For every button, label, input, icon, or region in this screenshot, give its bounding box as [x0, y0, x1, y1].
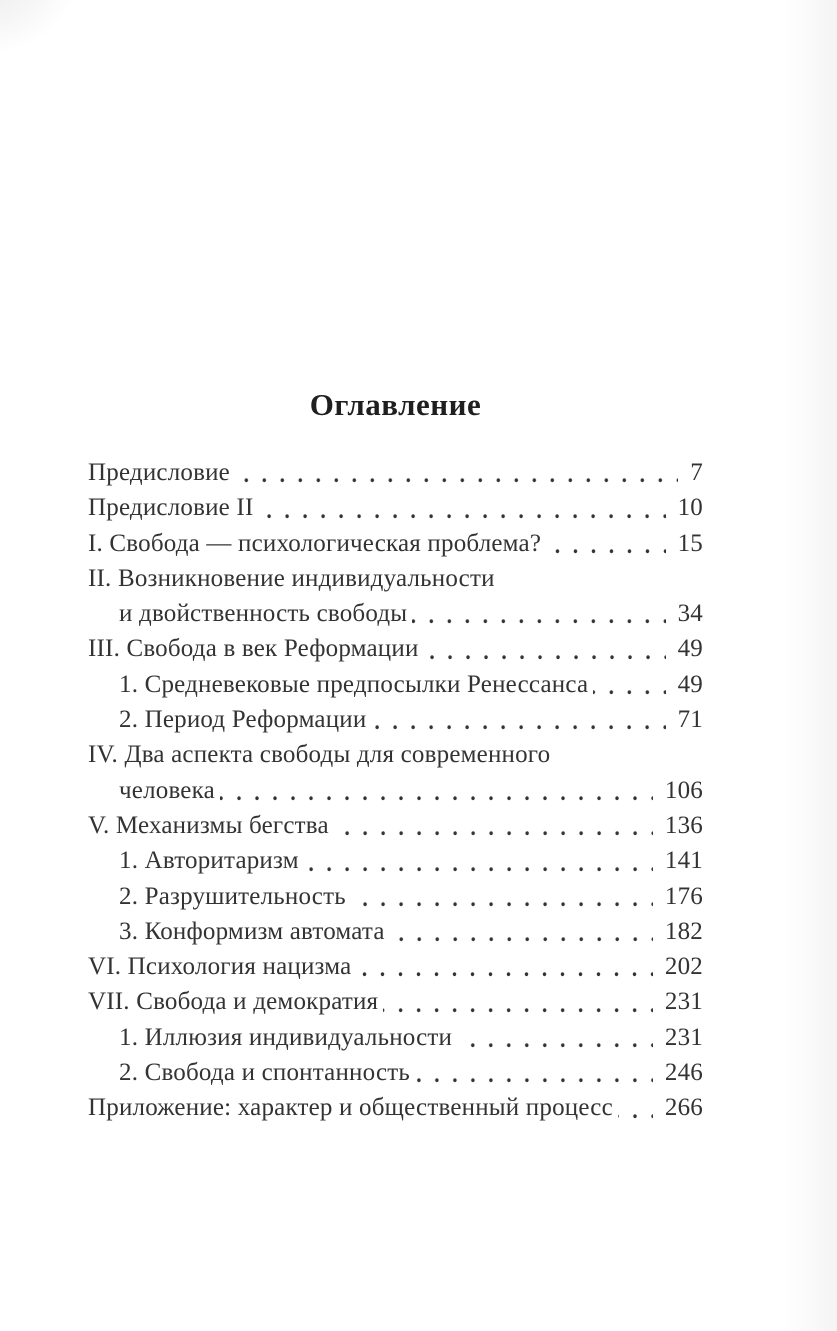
toc-leader-dots	[415, 1055, 653, 1090]
toc-entry-page: 231	[664, 1023, 703, 1051]
toc-row	[88, 667, 703, 702]
toc-entry-page: 231	[664, 988, 703, 1016]
toc-entry-page: 141	[664, 847, 703, 875]
toc-row	[88, 737, 703, 772]
toc-entry-page: 176	[664, 882, 703, 910]
toc-row	[88, 879, 703, 914]
toc-leader-dots	[424, 631, 666, 666]
toc-row	[88, 1055, 703, 1090]
toc-leader-dots	[500, 561, 703, 596]
toc-row	[88, 914, 703, 949]
toc-entry-page: 106	[664, 776, 703, 804]
toc-entry-page: 34	[677, 600, 703, 628]
toc-leader-dots	[546, 526, 665, 561]
toc-row	[88, 949, 703, 984]
toc-entry-page: 49	[677, 635, 703, 663]
toc-row	[88, 702, 703, 737]
scan-corner-shadow	[0, 0, 140, 120]
toc-entry-label: 1. Средневековые предпосылки Ренессанса	[119, 670, 589, 698]
toc-leader-dots	[334, 808, 653, 843]
toc-entry-label: II. Возникновение индивидуальности	[88, 564, 495, 592]
toc-entry-label: IV. Два аспекта свободы для современного	[88, 741, 551, 769]
toc-row	[88, 561, 703, 596]
toc-entry-label: VI. Психология нацизма	[88, 953, 352, 981]
toc-entry-label: и двойственность свободы	[119, 600, 408, 628]
toc-row	[88, 1020, 703, 1055]
toc-leader-dots	[618, 1090, 653, 1125]
toc-entry-label: Предисловие	[88, 459, 230, 486]
toc-page-content	[88, 386, 703, 1126]
toc-leader-dots	[555, 737, 703, 772]
scan-edge-shadow	[782, 0, 837, 1331]
toc-entry-page: 49	[677, 670, 703, 698]
toc-leader-dots	[457, 1020, 653, 1055]
toc-row	[88, 984, 703, 1019]
toc-row	[88, 526, 703, 561]
toc-leader-dots	[356, 949, 653, 984]
toc-entry-label: I. Свобода — психологическая проблема?	[88, 529, 542, 557]
toc-leader-dots	[220, 773, 653, 808]
toc-entry-label: 1. Иллюзия индивидуальности	[119, 1023, 453, 1051]
toc-entry-page: 71	[677, 706, 703, 734]
toc-row	[88, 490, 703, 525]
toc-row	[88, 773, 703, 808]
toc-entry-label: человека	[119, 776, 215, 804]
toc-entry-label: 1. Авторитаризм	[119, 847, 299, 875]
toc-leader-dots	[351, 879, 653, 914]
toc-row	[88, 808, 703, 843]
toc-entry-page: 15	[677, 529, 703, 557]
toc-entry-page: 246	[664, 1059, 703, 1087]
toc-title: Оглавление	[309, 387, 482, 422]
toc-entry-label: V. Механизмы бегства	[88, 811, 329, 839]
toc-leader-dots	[371, 702, 665, 737]
toc-leader-dots	[383, 984, 653, 1019]
toc-entry-label: III. Свобода в век Реформации	[88, 635, 419, 663]
toc-row	[88, 843, 703, 878]
toc-leader-dots	[390, 914, 653, 949]
toc-entry-label: 2. Свобода и спонтанность	[119, 1059, 410, 1087]
toc-leader-dots	[304, 843, 653, 878]
toc-leader-dots	[412, 596, 665, 631]
toc-entry-label: 2. Разрушительность	[119, 882, 346, 910]
toc-entry-page: 182	[664, 917, 703, 945]
toc-entry-label: Предисловие II	[88, 494, 254, 522]
toc-entry-page: 136	[664, 811, 703, 839]
toc-leader-dots	[258, 490, 665, 525]
toc-row	[88, 631, 703, 666]
toc-row	[88, 455, 703, 490]
toc-row	[88, 596, 703, 631]
toc-entry-page: 266	[664, 1094, 703, 1122]
toc-entry-page: 10	[677, 494, 703, 522]
toc-entry-page: 7	[690, 459, 703, 486]
toc-row	[88, 1090, 703, 1125]
toc-entry-label: 3. Конформизм автомата	[119, 917, 385, 945]
toc-entry-label: Приложение: характер и общественный процесс	[88, 1094, 613, 1122]
toc-list	[88, 455, 703, 1126]
toc-entry-label: VII. Свобода и демократия	[88, 988, 379, 1016]
toc-entry-label: 2. Период Реформации	[119, 706, 367, 734]
toc-entry-page: 202	[664, 953, 703, 981]
toc-leader-dots	[593, 667, 665, 702]
toc-leader-dots	[235, 455, 678, 490]
